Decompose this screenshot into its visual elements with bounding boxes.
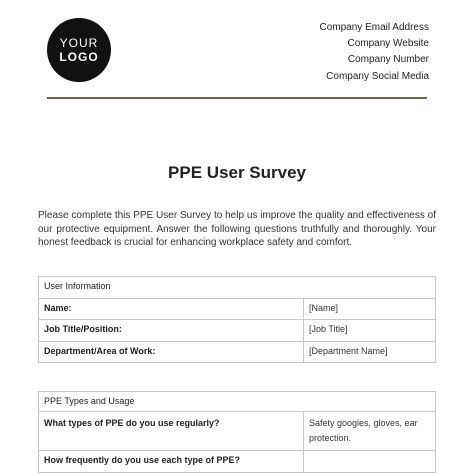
table-row bbox=[39, 298, 436, 320]
ppe-usage-table bbox=[38, 391, 436, 473]
ppe-types-answer[interactable]: Safety googles, gloves, ear protection. bbox=[304, 412, 436, 451]
section-heading: User Information bbox=[39, 277, 436, 299]
company-email: Company Email Address bbox=[319, 22, 429, 33]
name-field[interactable]: [Name] bbox=[304, 298, 436, 320]
ppe-frequency-answer[interactable] bbox=[304, 451, 436, 473]
field-label: Name: bbox=[39, 298, 304, 320]
table-row bbox=[39, 341, 436, 363]
page-title: PPE User Survey bbox=[168, 163, 306, 182]
field-label: Department/Area of Work: bbox=[39, 341, 304, 363]
section-heading: PPE Types and Usage bbox=[39, 392, 436, 412]
company-website: Company Website bbox=[347, 38, 429, 50]
logo-text-bottom: LOGO bbox=[59, 50, 99, 64]
question-label: How frequently do you use each type of PPE? bbox=[39, 451, 304, 473]
company-number: Company Number bbox=[347, 54, 429, 66]
company-social: Company Social Media bbox=[326, 70, 429, 82]
header-divider bbox=[47, 97, 427, 99]
job-title-field[interactable]: [Job Title] bbox=[304, 320, 436, 342]
company-info bbox=[320, 20, 430, 85]
logo-text-top: YOUR bbox=[59, 36, 99, 50]
user-information-table bbox=[38, 276, 436, 363]
table-row bbox=[39, 451, 436, 473]
field-label: Job Title/Position: bbox=[39, 320, 304, 342]
table-row bbox=[39, 320, 436, 342]
question-label: What types of PPE do you use regularly? bbox=[39, 412, 304, 451]
table-header-row bbox=[39, 392, 436, 412]
department-field[interactable]: [Department Name] bbox=[304, 341, 436, 363]
table-header-row bbox=[39, 277, 436, 299]
intro-paragraph: Please complete this PPE User Survey to help us improve the quality and effectiveness of our protective equipment. Answer the following questions truthfully and thoroughly. Your honest feedback is crucial for enhancing workplace safety and comfort. bbox=[38, 210, 436, 248]
table-row bbox=[39, 412, 436, 451]
company-logo bbox=[47, 18, 111, 82]
